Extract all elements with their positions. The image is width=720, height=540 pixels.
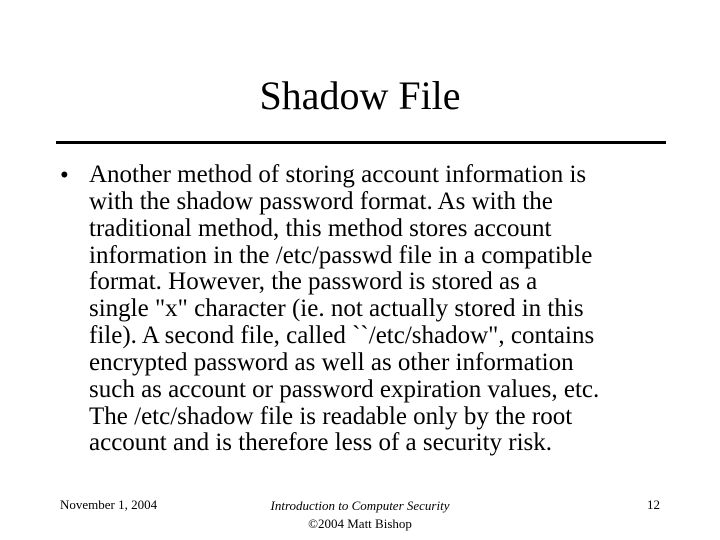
body-line: information in the /etc/passwd file in a compatible [89, 241, 593, 269]
footer-center [210, 497, 510, 533]
title-divider [56, 141, 666, 144]
footer-course-title: Introduction to Computer Security [270, 498, 450, 513]
footer-copyright: ©2004 Matt Bishop [308, 516, 412, 531]
page-number: 12 [647, 497, 660, 512]
body-line: encrypted password as well as other information [89, 348, 574, 376]
body-line: Another method of storing account information is [89, 161, 587, 188]
bullet-body [89, 162, 679, 457]
body-line: single "x" character (ie. not actually stored in this [89, 295, 584, 323]
slide-title: Shadow File [259, 73, 461, 118]
body-line: account and is therefore less of a security risk. [89, 429, 553, 457]
body-line: The /etc/shadow file is readable only by the root [89, 402, 573, 430]
body-line: such as account or password expiration values, etc. [89, 375, 600, 403]
bullet-marker: • [60, 162, 69, 189]
body-line: file). A second file, called ``/etc/shadow", contains [89, 322, 595, 350]
body-line: traditional method, this method stores account [89, 214, 552, 242]
body-line: format. However, the password is stored as a [89, 268, 538, 296]
body-line: with the shadow password format. As with the [89, 187, 553, 215]
footer-date: November 1, 2004 [60, 497, 158, 512]
